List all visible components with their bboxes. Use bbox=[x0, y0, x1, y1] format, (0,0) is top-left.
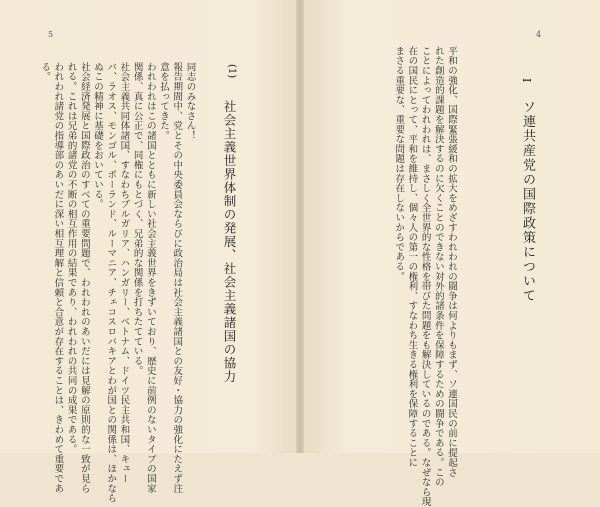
chapter-title: ソ連共産党の国際政策について bbox=[520, 100, 535, 303]
body-line: 関係、真に公正で、同権にもとづく、兄弟的な関係を打ちたてている。 bbox=[131, 62, 143, 376]
body-line: 社会経済発展と国際政治のすべての重要問題で、われわれのあいだには見解の原則的な一致が見ら bbox=[78, 62, 90, 494]
body-line: 在の国民にとって、平和を維持し、個々人の第一の権利、すなわち生きる権利を保障することに bbox=[406, 46, 418, 468]
body-line: まさる重要な、重要な問題は存在しないからである。 bbox=[393, 46, 405, 282]
left-page bbox=[0, 0, 296, 503]
section-number: (1) bbox=[226, 64, 237, 79]
body-line: る。 bbox=[39, 62, 51, 82]
left-page-number: 5 bbox=[48, 30, 54, 39]
body-line: 社会主義共同体諸国、すなわちブルガリア、ハンガリー、ベトナム、ドイツ民主共和国、キュー bbox=[118, 62, 130, 484]
section-title: 社会主義世界体制の発展、社会主義諸国の協力 bbox=[222, 100, 237, 384]
body-line: 意を払ってきた。 bbox=[158, 62, 170, 141]
body-line: れる。これは兄弟的諸党の不断の相互作用の結果であり、われわれの共同の成果である。 bbox=[65, 62, 77, 454]
body-line: ぬこの精神に基礎をおいている。 bbox=[92, 62, 104, 209]
body-line: われわれ諸党の指導部のあいだに深い相互理解と信頼と合意が存在することは、きわめて重要であ bbox=[52, 62, 64, 494]
right-body-text bbox=[392, 46, 458, 507]
left-body-text bbox=[38, 62, 196, 503]
body-line: 同志のみなさん！ bbox=[184, 62, 196, 141]
body-line: 平和の強化、国際緊張緩和の拡大をめざすわれわれの闘争は何よりもまず、ソ連国民の前に提起さ bbox=[446, 46, 458, 478]
right-page-number: 4 bbox=[536, 30, 542, 39]
body-line: われわれはこの諸国とともに新しい社会主義世界をきずいており、歴史に前例のないタイプの国家 bbox=[144, 62, 156, 494]
body-line: ことによってわれわれは、まさしく全世界的な性格を帯びた問題をも解決しているのである。なぜなら現 bbox=[419, 46, 431, 507]
body-line: 報告期間中、党とその中央委員会ならびに政治局は社会主義諸国との友好・協力の強化にたえず注 bbox=[171, 62, 183, 494]
body-line: れた創造的課題を解決するのに欠くことのできない対外的諸条件を保障するための闘争である。この bbox=[432, 46, 444, 487]
book-gutter bbox=[296, 0, 304, 453]
body-line: バ、ラオス、モンゴル、ポーランド、ルーマニア、チェコスロバキアとわが国との関係は、ほかなら bbox=[105, 62, 117, 503]
chapter-number: I bbox=[520, 78, 533, 83]
